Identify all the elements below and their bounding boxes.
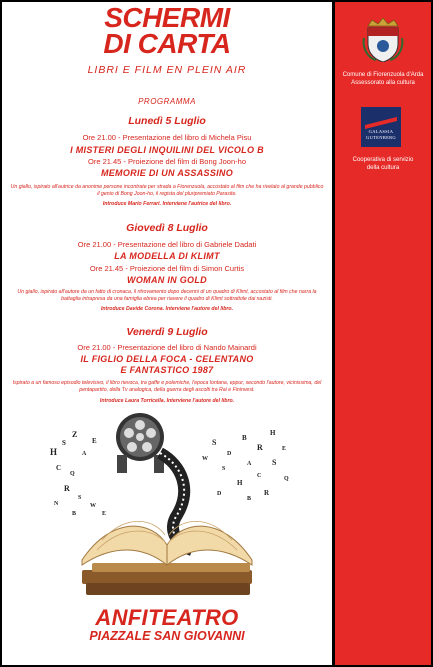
event-2-book-title: LA MODELLA DI KLIMT [114, 251, 220, 261]
svg-text:R: R [257, 443, 263, 452]
svg-text:Z: Z [72, 430, 78, 439]
sponsor-sidebar [335, 2, 431, 665]
event-3-book-line: Ore 21.00 - Presentazione del libro di Nando Mainardi [77, 343, 257, 352]
svg-text:D: D [217, 491, 222, 497]
event-1-description: Un giallo, ispirato all'autrice da anonime persone incontrate per strada a Fiorenzuola, accostato al film che ha rivelato al grande pubblico il genio di Bong Joon-ho, il regista del pluripremiato Parasite. [10, 184, 324, 197]
event-2-film-title: WOMAN IN GOLD [127, 275, 207, 285]
event-3-description: Ispirato a un famoso episodio televisivo, il libro rievoca, tra gaffe e polemiche, l'epoca lontana, eppur, secondo l'autore, vicinissima, del pentapartito, della Tv analogica, della guerra degli ascolti tra Rai e Fininvest. [12, 380, 322, 393]
event-2-day: Giovedì 8 Luglio [126, 222, 208, 234]
event-2-film-line: Ore 21.45 - Proiezione del film di Simon Curtis [89, 264, 245, 273]
svg-text:E: E [282, 446, 287, 452]
event-3-day: Venerdì 9 Luglio [126, 326, 208, 338]
event-3-book-title-line2: E FANTASTICO 1987 [120, 365, 214, 375]
poster-title-line1: SCHERMI [104, 2, 230, 33]
svg-text:H: H [50, 447, 58, 457]
comune-department: Assessorato alla cultura [351, 80, 415, 86]
venue-name: ANFITEATRO [95, 605, 239, 630]
event-3-intro: Introduce Laura Torricella. Interviene l'autore del libro. [99, 398, 235, 404]
svg-text:E: E [92, 437, 97, 445]
event-1-book-line: Ore 21.00 - Presentazione del libro di Michela Pisu [82, 133, 252, 142]
svg-text:C: C [257, 473, 262, 479]
svg-text:B: B [247, 496, 252, 502]
event-2-description: Un giallo, ispirato all'autore da un fatto di cronaca, il ritrovamento dopo decenni di un quadro di Klimt, accostato al film che narra la battaglia intrapresa da una famiglia ebrea per riavere il quadro di Klimt sottrattole dai nazisti. [17, 289, 317, 302]
event-2-book-line: Ore 21.00 - Presentazione del libro di Gabriele Dadati [77, 240, 257, 249]
book-film-reel-illustration [42, 395, 302, 600]
event-1-film-line: Ore 21.45 - Proiezione del film di Bong Joon-ho [87, 157, 246, 166]
logo-text-line1: GALASSIA [368, 129, 394, 134]
svg-text:A: A [82, 451, 87, 457]
event-2-intro: Introduce Davide Corona. Interviene l'autore del libro. [100, 306, 234, 312]
svg-text:R: R [264, 489, 270, 497]
svg-text:W: W [202, 456, 208, 462]
svg-text:E: E [102, 511, 107, 517]
svg-text:H: H [237, 479, 243, 487]
svg-text:D: D [227, 451, 232, 457]
coop-description-line1: Cooperativa di servizio [352, 157, 414, 163]
event-1-film-title: MEMORIE DI UN ASSASSINO [100, 168, 234, 178]
svg-text:A: A [247, 461, 252, 467]
poster-main-panel [2, 2, 332, 665]
svg-text:R: R [64, 484, 70, 493]
event-1-day: Lunedì 5 Luglio [128, 115, 206, 127]
program-label: PROGRAMMA [138, 97, 196, 106]
svg-text:S: S [272, 458, 277, 467]
logo-text-line2: GUTENBERG [366, 135, 396, 140]
coop-description-line2: della cultura [366, 165, 400, 171]
svg-text:S: S [222, 466, 226, 472]
svg-text:S: S [78, 495, 82, 501]
logo-swoosh-icon [361, 107, 401, 147]
film-reel-icon [116, 413, 164, 473]
event-1-book-title: I MISTERI DEGLI INQUILINI DEL VICOLO B [70, 145, 264, 155]
svg-text:H: H [270, 429, 276, 437]
event-3-book-title-line1: IL FIGLIO DELLA FOCA - CELENTANO [80, 354, 254, 364]
poster-title-line2: DI CARTA [103, 28, 231, 59]
svg-text:B: B [242, 434, 247, 442]
svg-text:B: B [72, 511, 77, 517]
venue-address: PIAZZALE SAN GIOVANNI [89, 629, 245, 643]
svg-text:S: S [62, 439, 66, 447]
svg-text:Q: Q [70, 471, 75, 477]
svg-text:S: S [212, 438, 217, 447]
poster-subtitle: LIBRI E FILM EN PLEIN AIR [87, 64, 247, 76]
galassia-gutenberg-logo [361, 107, 401, 147]
svg-text:N: N [54, 501, 59, 507]
svg-text:W: W [90, 503, 96, 509]
comune-crest-icon [362, 18, 404, 62]
svg-text:C: C [56, 464, 62, 472]
svg-text:Q: Q [284, 476, 289, 482]
comune-name: Comune di Fiorenzuola d'Arda [342, 72, 424, 78]
event-1-intro: Introduce Mario Ferrari. Interviene l'autrice del libro. [102, 201, 232, 207]
